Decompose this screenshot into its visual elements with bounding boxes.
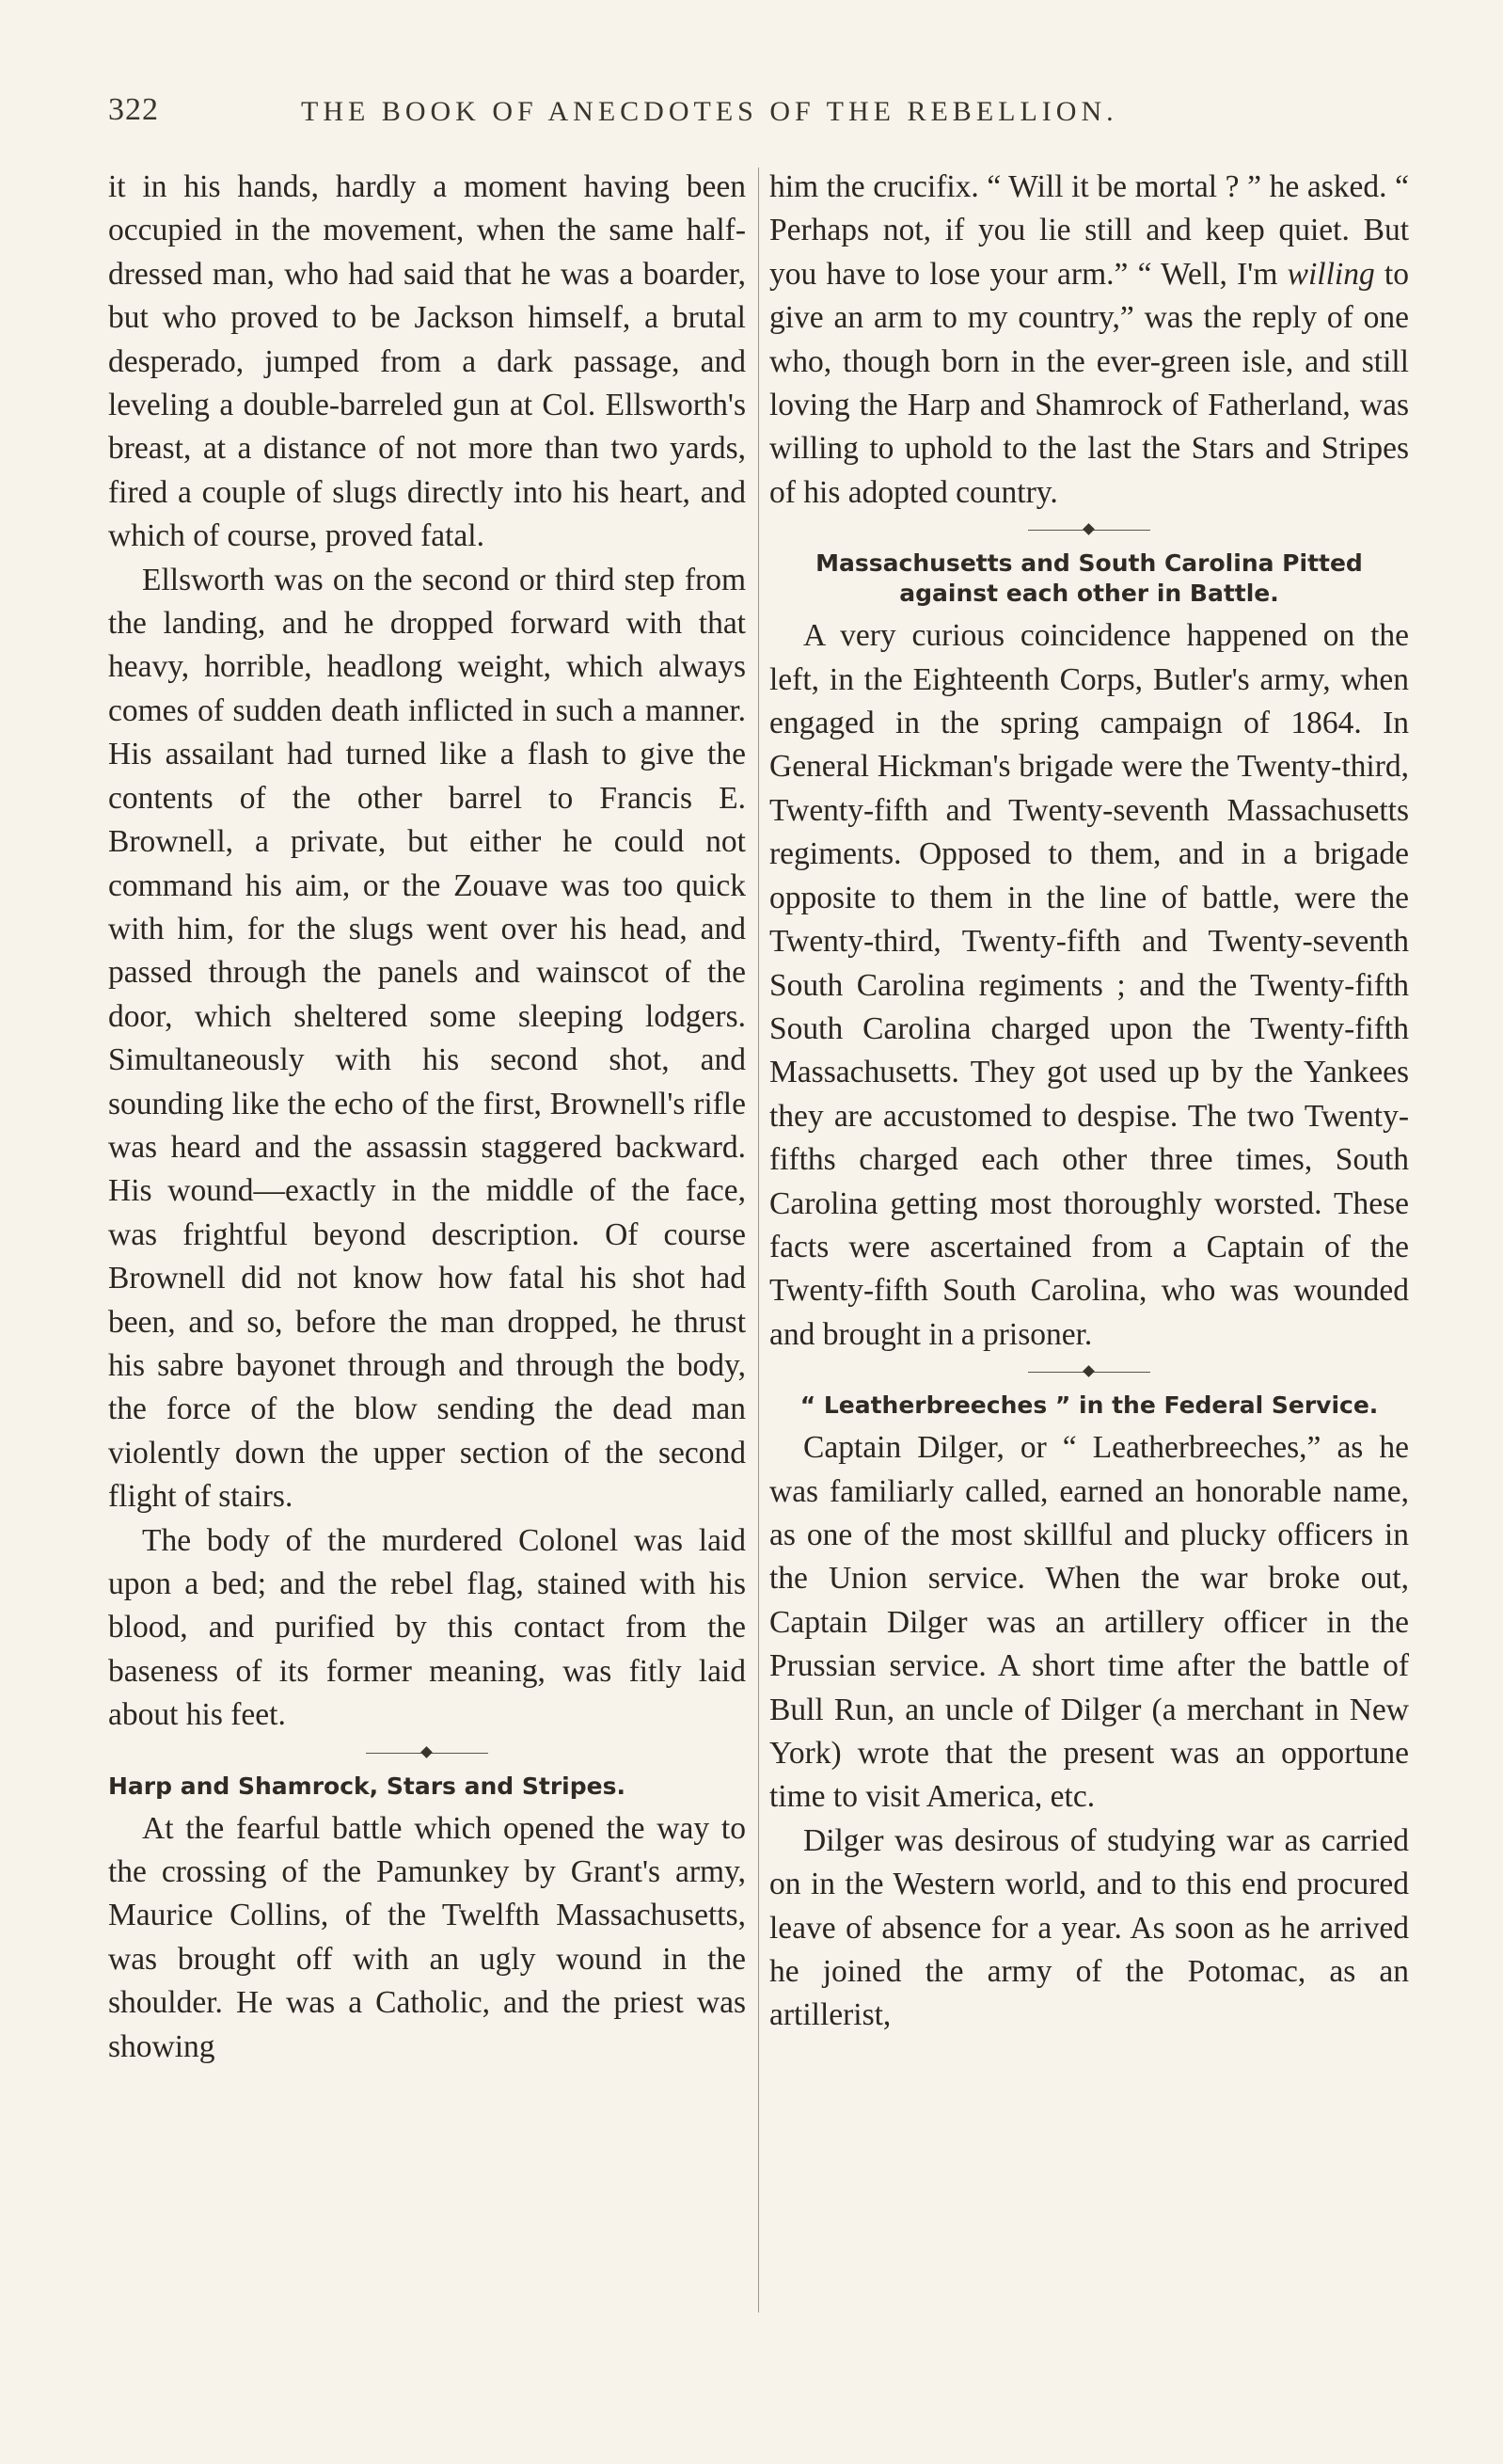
paragraph — [769, 166, 1409, 515]
diamond-ornament-icon — [1083, 1365, 1095, 1377]
section-heading — [769, 548, 1409, 609]
right-column — [769, 166, 1409, 2320]
heading-line: against each other in Battle. — [899, 580, 1279, 608]
paragraph: Dilger was desirous of studying war as carried on in the Western world, and to this end procured leave of absence for a year. As soon as he arrived he joined the army of the Potomac, as an artillerist, — [769, 1822, 1409, 2033]
column-divider — [758, 167, 759, 2313]
italic-word: willing — [1287, 256, 1375, 292]
diamond-ornament-icon — [420, 1746, 433, 1758]
paragraph: Captain Dilger, or “ Leatherbreeches,” as he was familiarly called, earned an honorable name, as one of the most skillful and plucky officers in the Union service. When the war broke out, Captain Dilger was an artillery officer in the Prussian service. A short time after the battle of Bull Run, an uncle of Dilger (a merchant in New York) wrote that the present was an opportune time to visit America, etc. — [769, 1430, 1409, 1815]
section-separator — [769, 1359, 1409, 1387]
text-run: him the crucifix. “ Will it be mortal ? ” he asked. “ Perhaps not, if you lie still and keep quiet. But you have to lose your arm.” “ Well, I'm — [769, 169, 1409, 292]
heading-line: Massachusetts and South Carolina Pitted — [815, 549, 1363, 578]
left-column — [108, 166, 746, 2320]
section-heading: “ Leatherbreeches ” in the Federal Service. — [799, 1391, 1379, 1420]
text-run: to give an arm to my country,” was the reply of one who, though born in the ever-green isle, and still loving the Harp and Shamrock of Fatherland, was willing to uphold to the last the Stars and Stripes of his adopted country. — [769, 256, 1409, 510]
section-heading: Harp and Shamrock, Stars and Stripes. — [108, 1772, 625, 1800]
paragraph: A very curious coincidence happened on the left, in the Eighteenth Corps, Butler's army, when engaged in the spring campaign of 1864. In General Hickman's brigade were the Twenty-third, Twenty-fifth and Twenty-seventh Massachusetts regiments. Opposed to them, and in a brigade opposite to them in the line of battle, were the Twenty-third, Twenty-fifth and Twenty-seventh South Carolina regiments ; and the Twenty-fifth South Carolina charged upon the Twenty-fifth Massachusetts. They got used up by the Yankees they are accustomed to despise. The two Twenty-fifths charged each other three times, South Carolina getting most thoroughly worsted. These facts were ascertained from a Captain of the Twenty-fifth South Carolina, who was wounded and brought in a prisoner. — [769, 618, 1409, 1352]
section-separator — [108, 1740, 746, 1768]
running-title: THE BOOK OF ANECDOTES OF THE REBELLION. — [301, 96, 1118, 127]
paragraph: it in his hands, hardly a moment having been occupied in the movement, when the same half-dressed man, who had said that he was a boarder, but who proved to be Jackson himself, a brutal desperado, jumped from a dark passage, and leveling a double-barreled gun at Col. Ellsworth's breast, at a distance of not more than two yards, fired a couple of slugs directly into his heart, and which of course, proved fatal. — [108, 169, 746, 554]
section-separator — [769, 517, 1409, 545]
page-number: 322 — [108, 92, 159, 127]
paragraph: At the fearful battle which opened the way to the crossing of the Pamunkey by Grant's army, Maurice Collins, of the Twelfth Massachusetts, was brought off with an ugly wound in the shoulder. He was a Catholic, and the priest was showing — [108, 1810, 746, 2064]
diamond-ornament-icon — [1083, 523, 1095, 535]
page-header — [108, 92, 1420, 139]
paragraph: The body of the murdered Colonel was laid upon a bed; and the rebel flag, stained with his blood, and purified by this contact from the baseness of its former meaning, was fitly laid about his feet. — [108, 1522, 746, 1733]
paragraph: Ellsworth was on the second or third step from the landing, and he dropped forward with that heavy, horrible, headlong weight, which always comes of sudden death inflicted in such a manner. His assailant had turned like a flash to give the contents of the other barrel to Francis E. Brownell, a private, but either he could not command his aim, or the Zouave was too quick with him, for the slugs went over his head, and passed through the panels and wainscot of the door, which sheltered some sleeping lodgers. Simultaneously with his second shot, and sounding like the echo of the first, Brownell's rifle was heard and the assassin staggered backward. His wound—exactly in the middle of the face, was frightful beyond description. Of course Brownell did not know how fatal his shot had been, and so, before the man dropped, he thrust his sabre bayonet through and through the body, the force of the blow sending the dead man violently down the upper section of the second flight of stairs. — [108, 562, 746, 1515]
